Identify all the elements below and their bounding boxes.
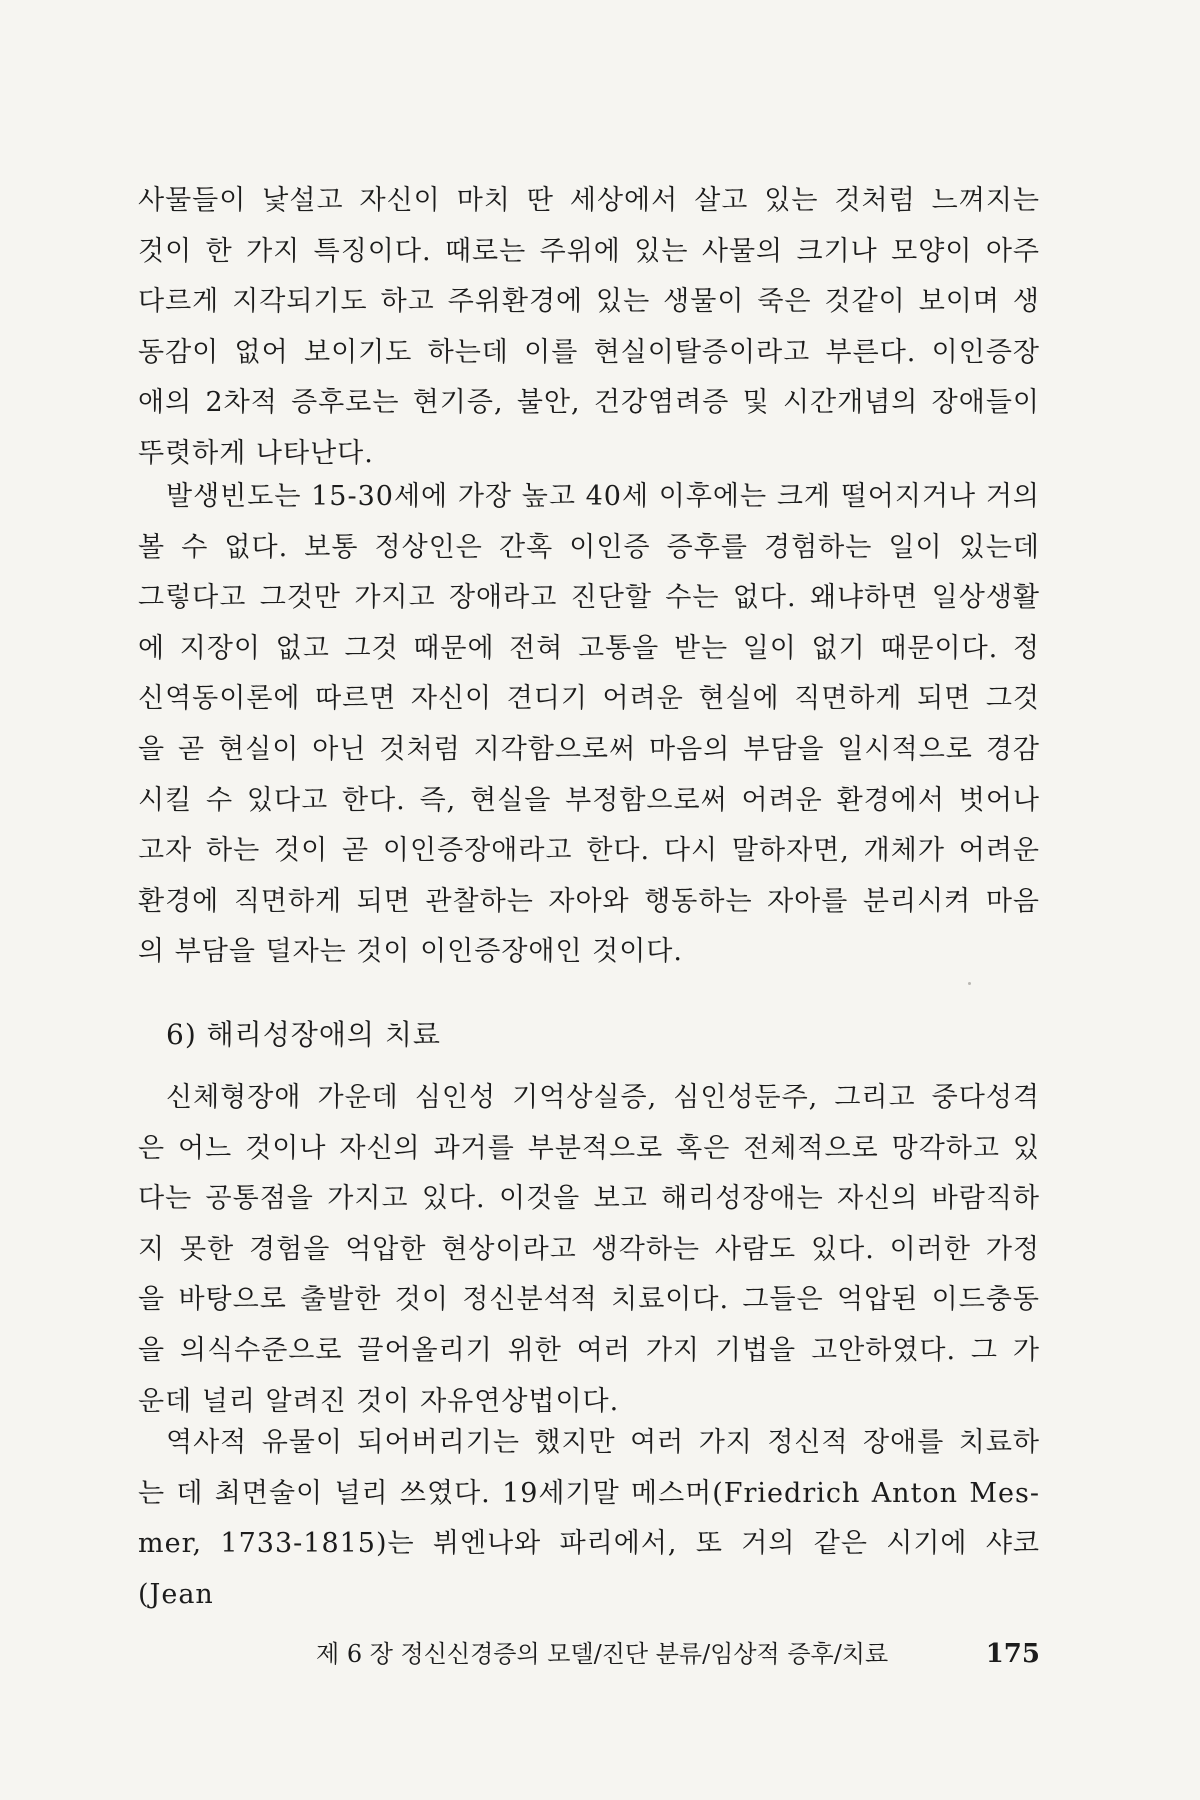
- running-footer-chapter: 제 6 장 정신신경증의 모델/진단 분류/임상적 증후/치료: [316, 1640, 889, 1668]
- text-line: 신역동이론에 따르면 자신이 견디기 어려운 현실에 직면하게 되면 그것: [138, 683, 1040, 715]
- page-number: 175: [985, 1639, 1040, 1669]
- paragraph-incidence: [138, 472, 1040, 978]
- text-line: 동감이 없어 보이기도 하는데 이를 현실이탈증이라고 부른다. 이인증장: [138, 336, 1040, 368]
- text-line: 신체형장애 가운데 심인성 기억상실증, 심인성둔주, 그리고 중다성격: [166, 1082, 1040, 1113]
- text-line: 운데 널리 알려진 것이 자유연상법이다.: [138, 1385, 620, 1417]
- text-line: 것이 한 가지 특징이다. 때로는 주위에 있는 사물의 크기나 모양이 아주: [138, 235, 1040, 267]
- text-line: 고자 하는 것이 곧 이인증장애라고 한다. 다시 말하자면, 개체가 어려운: [138, 835, 1040, 867]
- paragraph-treatment: [138, 1073, 1040, 1427]
- text-line: 환경에 직면하게 되면 관찰하는 자아와 행동하는 자아를 분리시켜 마음: [138, 885, 1040, 917]
- text-line: 은 어느 것이나 자신의 과거를 부분적으로 혹은 전체적으로 망각하고 있: [138, 1132, 1040, 1164]
- text-line: 역사적 유물이 되어버리기는 했지만 여러 가지 정신적 장애를 치료하: [166, 1427, 1040, 1458]
- text-line: 뚜렷하게 나타난다.: [138, 437, 374, 469]
- text-line: 사물들이 낯설고 자신이 마치 딴 세상에서 살고 있는 것처럼 느껴지는: [138, 185, 1040, 216]
- text-line: 의 부담을 덜자는 것이 이인증장애인 것이다.: [138, 936, 683, 968]
- text-line: 는 데 최면술이 널리 쓰였다. 19세기말 메스머(Friedrich Anton Mes-: [138, 1477, 1040, 1509]
- text-line: 볼 수 없다. 보통 정상인은 간혹 이인증 증후를 경험하는 일이 있는데: [138, 531, 1040, 563]
- text-line: 지 못한 경험을 억압한 현상이라고 생각하는 사람도 있다. 이러한 가정: [138, 1233, 1040, 1265]
- text-line: 에 지장이 없고 그것 때문에 전혀 고통을 받는 일이 없기 때문이다. 정: [138, 632, 1040, 664]
- text-line: 발생빈도는 15-30세에 가장 높고 40세 이후에는 크게 떨어지거나 거의: [166, 481, 1040, 512]
- text-line: 시킬 수 있다고 한다. 즉, 현실을 부정함으로써 어려운 환경에서 벗어나: [138, 784, 1040, 816]
- text-line: 을 의식수준으로 끌어올리기 위한 여러 가지 기법을 고안하였다. 그 가: [138, 1334, 1040, 1366]
- text-line: 그렇다고 그것만 가지고 장애라고 진단할 수는 없다. 왜냐하면 일상생활: [138, 582, 1040, 614]
- page-footer: [316, 1634, 1040, 1669]
- paragraph-hypnosis: [138, 1418, 1040, 1620]
- text-line: 을 곧 현실이 아닌 것처럼 지각함으로써 마음의 부담을 일시적으로 경감: [138, 733, 1040, 765]
- text-line: 다는 공통점을 가지고 있다. 이것을 보고 해리성장애는 자신의 바람직하: [138, 1183, 1040, 1215]
- text-line: mer, 1733-1815)는 뷔엔나와 파리에서, 또 거의 같은 시기에 샤코(Jean: [138, 1528, 1040, 1610]
- section-heading: 6) 해리성장애의 치료: [166, 1018, 441, 1051]
- scan-speck: [968, 982, 971, 985]
- text-line: 을 바탕으로 출발한 것이 정신분석적 치료이다. 그들은 억압된 이드충동: [138, 1284, 1040, 1316]
- text-line: 다르게 지각되기도 하고 주위환경에 있는 생물이 죽은 것같이 보이며 생: [138, 286, 1040, 318]
- text-line: 애의 2차적 증후로는 현기증, 불안, 건강염려증 및 시간개념의 장애들이: [138, 387, 1040, 419]
- paragraph-derealization: [138, 176, 1040, 480]
